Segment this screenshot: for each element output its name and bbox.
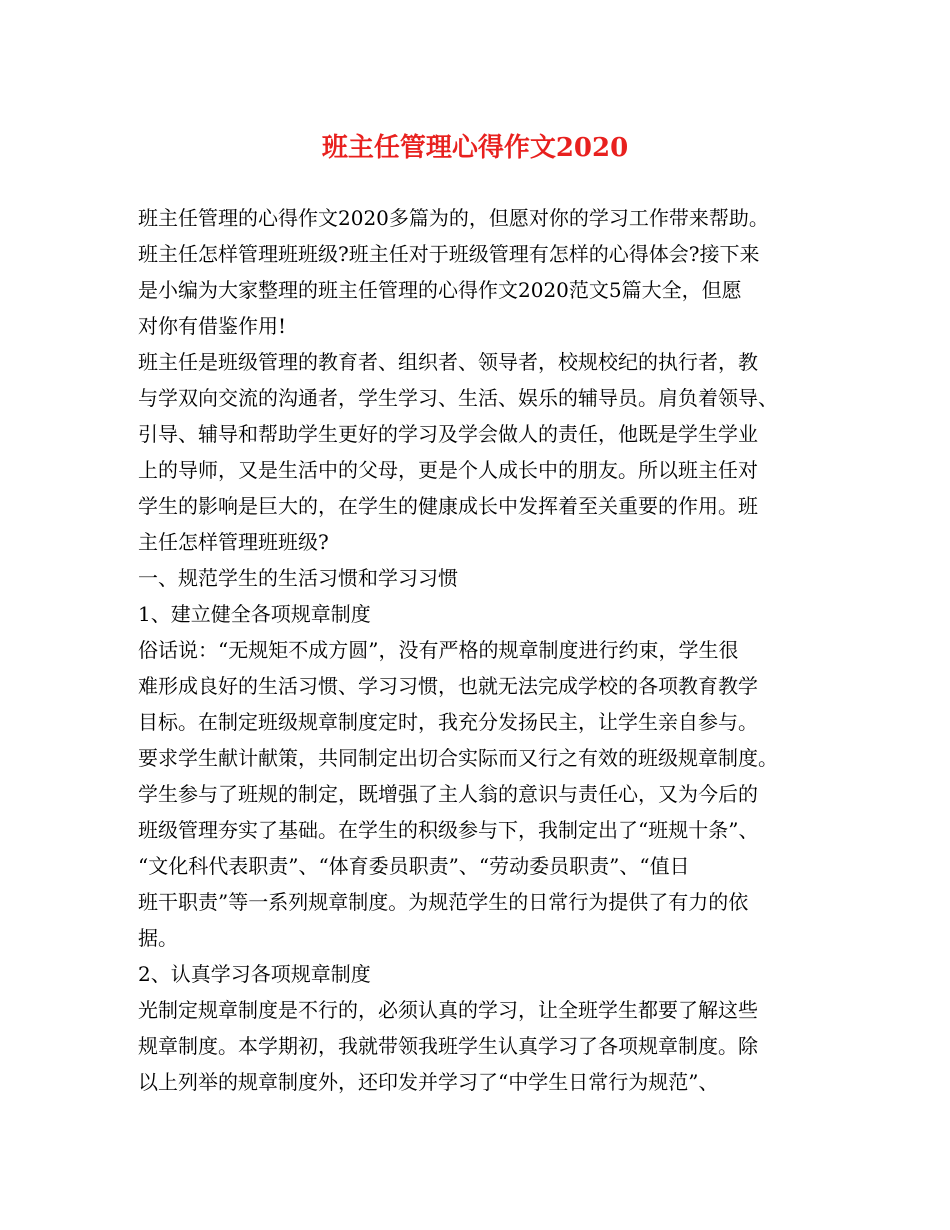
body-line: “文化科代表职责”、“体育委员职责”、“劳动委员职责”、“值日 [138,854,690,878]
section-heading: 一、规范学生的生活习惯和学习习惯 [138,566,458,590]
body-line: 以上列举的规章制度外，还印发并学习了“中学生日常行为规范”、 [138,1070,719,1094]
body-line: 难形成良好的生活习惯、学习习惯，也就无法完成学校的各项教育教学 [138,674,758,698]
body-line: 要求学生献计献策，共同制定出切合实际而又行之有效的班级规章制度。 [138,746,778,770]
body-line: 规章制度。本学期初，我就带领我班学生认真学习了各项规章制度。除 [138,1034,758,1058]
body-line: 班主任怎样管理班班级?班主任对于班级管理有怎样的心得体会?接下来 [138,242,760,266]
body-line: 目标。在制定班级规章制度定时，我充分发扬民主，让学生亲自参与。 [138,710,758,734]
subsection-heading: 2、认真学习各项规章制度 [138,962,371,986]
body-line: 学生的影响是巨大的，在学生的健康成长中发挥着至关重要的作用。班 [138,494,758,518]
body-line: 班主任是班级管理的教育者、组织者、领导者，校规校纪的执行者，教 [138,350,758,374]
body-line: 是小编为大家整理的班主任管理的心得作文2020范文5篇大全，但愿 [138,278,742,302]
body-line: 上的导师，又是生活中的父母，更是个人成长中的朋友。所以班主任对 [138,458,758,482]
document-body [138,200,818,1100]
body-line: 据。 [138,926,178,950]
body-line: 学生参与了班规的制定，既增强了主人翁的意识与责任心，又为今后的 [138,782,758,806]
body-line: 班级管理夯实了基础。在学生的积级参与下，我制定出了“班规十条”、 [138,818,759,842]
body-line: 对你有借鉴作用! [138,314,287,338]
document-title: 班主任管理心得作文2020 [321,133,629,163]
subsection-heading: 1、建立健全各项规章制度 [138,602,371,626]
body-line: 与学双向交流的沟通者，学生学习、生活、娱乐的辅导员。肩负着领导、 [138,386,778,410]
body-line: 主任怎样管理班班级? [138,530,329,554]
body-line: 引导、辅导和帮助学生更好的学习及学会做人的责任，他既是学生学业 [138,422,758,446]
body-line: 俗话说：“无规矩不成方圆”，没有严格的规章制度进行约束，学生很 [138,638,739,662]
body-line: 班主任管理的心得作文2020多篇为的，但愿对你的学习工作带来帮助。 [138,206,769,230]
body-line: 班干职责”等一系列规章制度。为规范学生的日常行为提供了有力的依 [138,890,749,914]
body-line: 光制定规章制度是不行的，必须认真的学习，让全班学生都要了解这些 [138,998,758,1022]
